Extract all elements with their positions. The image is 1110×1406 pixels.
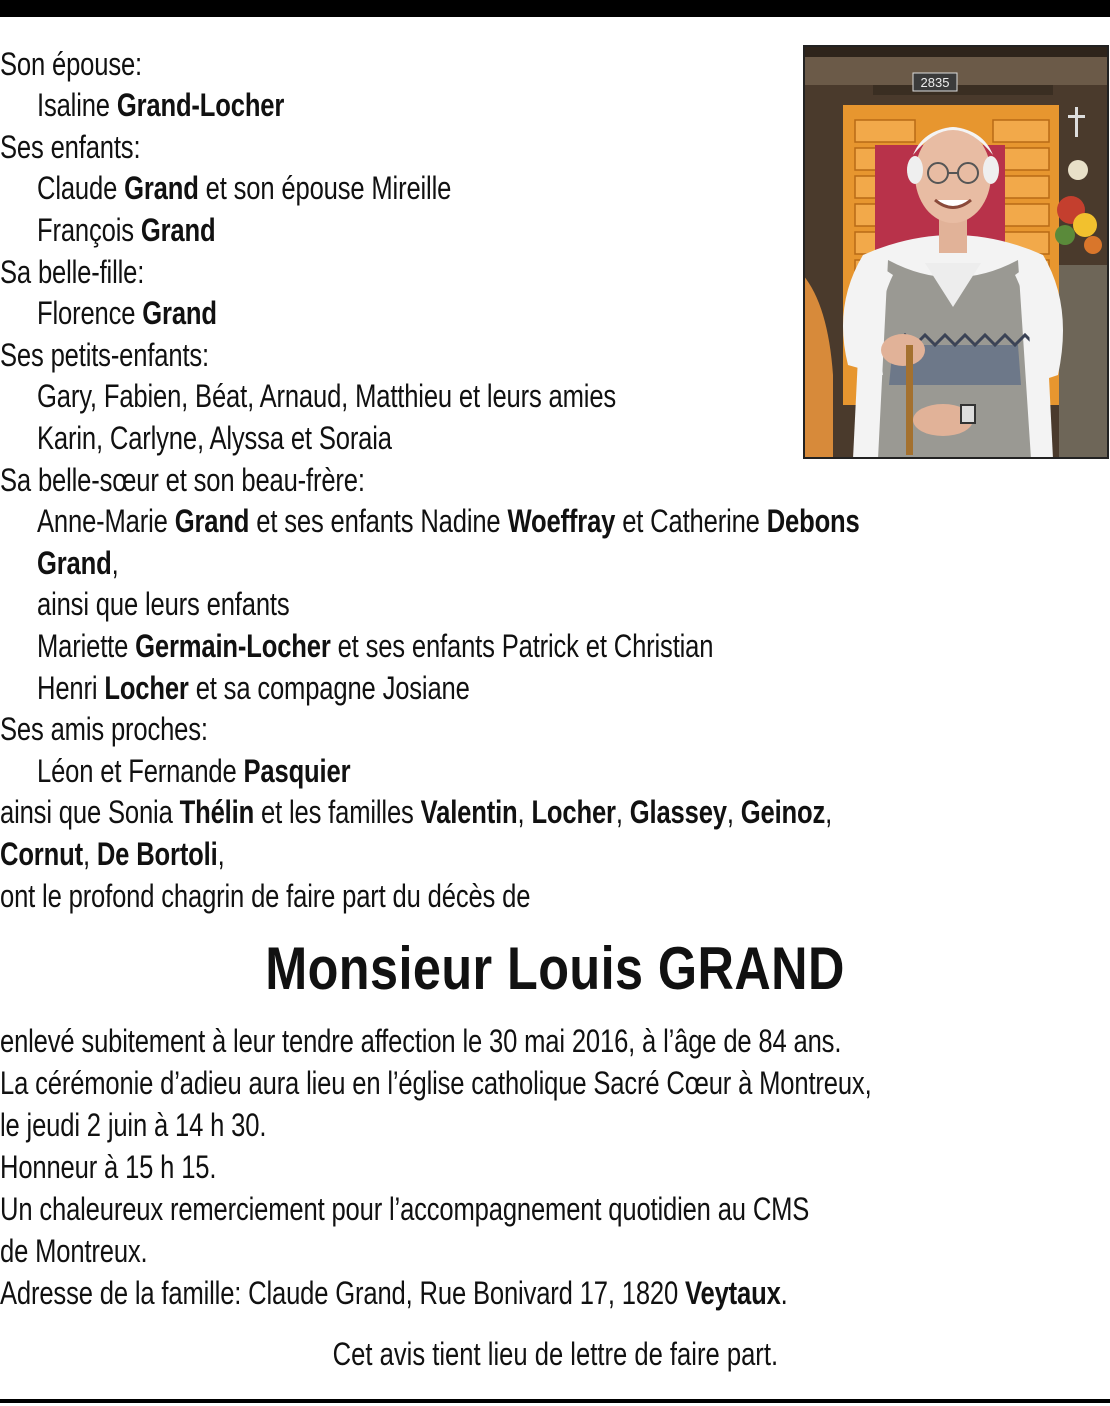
daughter-in-law-heading: Sa belle-fille:	[0, 254, 145, 290]
other-families-line-1: ainsi que Sonia Thélin et les familles Valentin, Locher, Glassey, Geinoz,	[0, 794, 833, 830]
details-line-2: La cérémonie d’adieu aura lieu en l’église catholique Sacré Cœur à Montreux,	[0, 1065, 872, 1101]
children-heading: Ses enfants:	[0, 129, 141, 165]
grandchildren-line-2: Karin, Carlyne, Alyssa et Soraia	[37, 420, 392, 456]
sibling-line-1: Anne-Marie Grand et ses enfants Nadine Woeffray et Catherine Debons	[37, 503, 860, 539]
spouse-heading: Son épouse:	[0, 46, 143, 82]
friends-heading: Ses amis proches:	[0, 711, 208, 747]
grandchildren-heading: Ses petits-enfants:	[0, 337, 209, 373]
bottom-rule	[0, 1399, 1110, 1403]
announcement-line: ont le profond chagrin de faire part du décès de	[0, 878, 531, 914]
details-line-3: le jeudi 2 juin à 14 h 30.	[0, 1107, 267, 1143]
portrait-photo	[803, 45, 1109, 459]
friends-line: Léon et Fernande Pasquier	[37, 753, 351, 789]
sibling-line-3: ainsi que leurs enfants	[37, 586, 290, 622]
child-line-2: François Grand	[37, 212, 216, 248]
details-line-6: de Montreux.	[0, 1233, 148, 1269]
sibling-line-5: Henri Locher et sa compagne Josiane	[37, 670, 470, 706]
daughter-in-law-line: Florence Grand	[37, 295, 217, 331]
other-families-line-2: Cornut, De Bortoli,	[0, 836, 225, 872]
top-rule	[0, 0, 1110, 17]
child-line-1: Claude Grand et son épouse Mireille	[37, 170, 452, 206]
closing-note: Cet avis tient lieu de lettre de faire part.	[332, 1336, 778, 1372]
details-line-4: Honneur à 15 h 15.	[0, 1149, 217, 1185]
details-line-1: enlevé subitement à leur tendre affection le 30 mai 2016, à l’âge de 84 ans.	[0, 1023, 842, 1059]
grandchildren-line-1: Gary, Fabien, Béat, Arnaud, Matthieu et leurs amies	[37, 378, 617, 414]
spouse-line: Isaline Grand-Locher	[37, 87, 285, 123]
sibling-line-4: Mariette Germain-Locher et ses enfants Patrick et Christian	[37, 628, 714, 664]
details-line-5: Un chaleureux remerciement pour l’accompagnement quotidien au CMS	[0, 1191, 810, 1227]
address-line: Adresse de la famille: Claude Grand, Rue Bonivard 17, 1820 Veytaux.	[0, 1275, 788, 1311]
sibling-line-2: Grand,	[37, 545, 119, 581]
house-number: 2835	[920, 75, 950, 90]
deceased-name: Monsieur Louis GRAND	[265, 935, 845, 1002]
siblings-heading: Sa belle-sœur et son beau-frère:	[0, 462, 365, 498]
